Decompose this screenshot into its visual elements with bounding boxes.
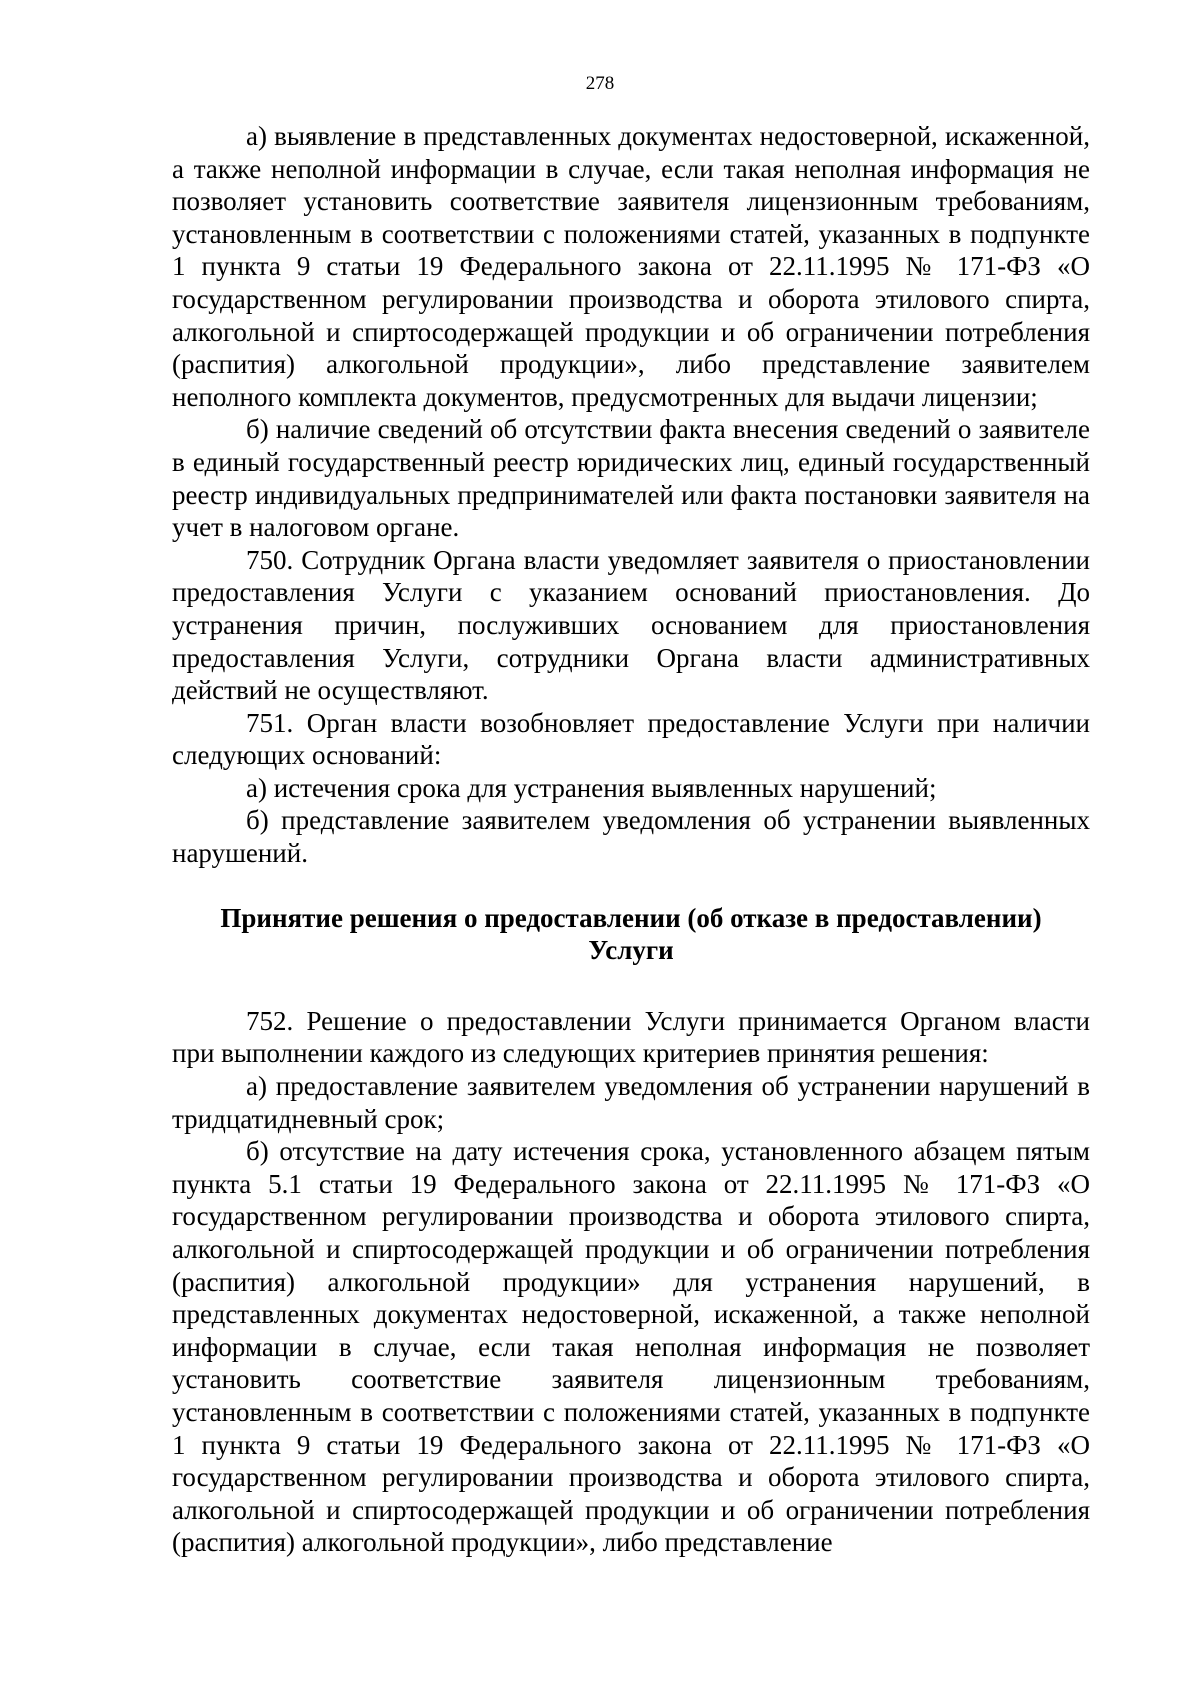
paragraph-752-b: б) отсутствие на дату истечения срока, установленного абзацем пятым пункта 5.1 статьи 19 Федерального закона от 22.11.1995 № 171-ФЗ «О государственном регулировании производства и оборота этилового спирта, алкогольной и спиртосодержащей продукции и об ограничении потребления (распития) алкогольной продукции» для устранения нарушений, в представленных документах недостоверной, искаженной, а также неполной информации в случае, если такая неполная информация не позволяет установить соответствие заявителя лицензионным требованиям, установленным в соответствии с положениями статей, указанных в подпункте 1 пункта 9 статьи 19 Федерального закона от 22.11.1995 № 171-ФЗ «О государственном регулировании производства и оборота этилового спирта, алкогольной и спиртосодержащей продукции и об ограничении потребления (распития) алкогольной продукции», либо представление xyxy=(172,1136,1090,1558)
paragraph-750: 750. Сотрудник Органа власти уведомляет заявителя о приостановлении предоставления Услуги с указанием оснований приостановления. До устранения причин, послуживших основанием для приостановления предоставления Услуги, сотрудники Органа власти административных действий не осуществляют. xyxy=(172,544,1090,706)
paragraph-751: 751. Орган власти возобновляет предоставление Услуги при наличии следующих оснований: xyxy=(172,707,1090,771)
paragraph-750-a: а) выявление в представленных документах недостоверной, искаженной, а также неполной информации в случае, если такая неполная информация не позволяет установить соответствие заявителя лицензионным требованиям, установленным в соответствии с положениями статей, указанных в подпункте 1 пункта 9 статьи 19 Федерального закона от 22.11.1995 № 171-ФЗ «О государственном регулировании производства и оборота этилового спирта, алкогольной и спиртосодержащей продукции и об ограничении потребления (распития) алкогольной продукции», либо представление заявителем неполного комплекта документов, предусмотренных для выдачи лицензии; xyxy=(172,121,1090,412)
paragraph-752-a: а) предоставление заявителем уведомления об устранении нарушений в тридцатидневный срок; xyxy=(172,1071,1090,1134)
document-body xyxy=(172,120,1090,1559)
section-heading xyxy=(172,902,1090,967)
paragraph-750-b: б) наличие сведений об отсутствии факта внесения сведений о заявителе в единый государственный реестр юридических лиц, единый государственный реестр индивидуальных предпринимателей или факта постановки заявителя на учет в налоговом органе. xyxy=(172,414,1090,543)
paragraph-751-b: б) представление заявителем уведомления об устранении выявленных нарушений. xyxy=(172,805,1090,869)
section-heading-line-1: Принятие решения о предоставлении (об отказе в предоставлении) xyxy=(220,902,1042,933)
paragraph-752: 752. Решение о предоставлении Услуги принимается Органом власти при выполнении каждого из следующих критериев принятия решения: xyxy=(172,1005,1090,1069)
paragraph-751-a: а) истечения срока для устранения выявленных нарушений; xyxy=(246,772,937,803)
page-number: 278 xyxy=(585,73,615,94)
section-heading-line-2: Услуги xyxy=(588,935,674,966)
